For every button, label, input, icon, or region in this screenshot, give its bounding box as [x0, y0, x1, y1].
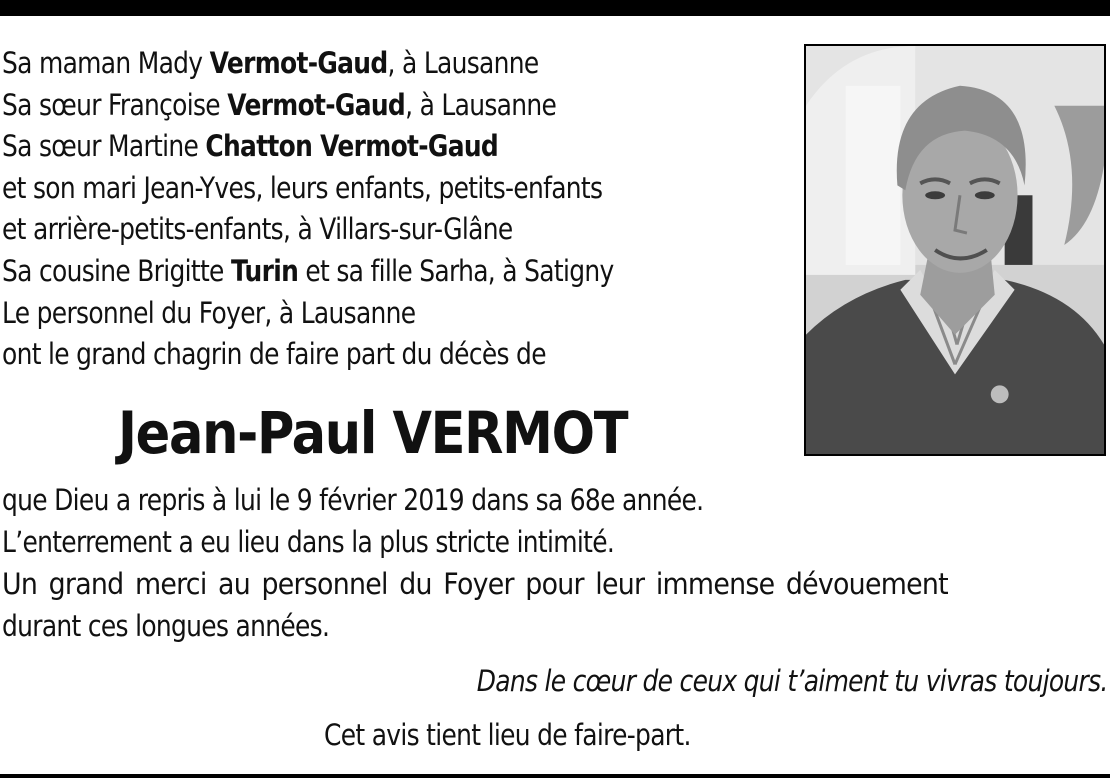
family-list	[2, 43, 792, 376]
family-line-staff: Le personnel du Foyer, à Lausanne	[2, 295, 416, 330]
photo-left-eye	[925, 191, 945, 199]
message-line-date: que Dieu a repris à lui le 9 février 2019 dans sa 68e année.	[2, 483, 704, 517]
notice-text: Cet avis tient lieu de faire-part.	[324, 718, 691, 752]
deceased-name: Jean-Paul VERMOT	[118, 399, 628, 467]
message-line-burial: L’enterrement a eu lieu dans la plus stricte intimité.	[2, 525, 615, 559]
surname: Turin	[230, 253, 299, 288]
photo-right-eye	[975, 191, 995, 199]
top-rule	[0, 0, 1110, 16]
family-line-great-grandchildren: et arrière-petits-enfants, à Villars-sur-Glâne	[2, 212, 513, 247]
family-line-cousin: Sa cousine Brigitte Turin et sa fille Sarha, à Satigny	[2, 253, 614, 288]
family-line-announcement: ont le grand chagrin de faire part du décès de	[2, 337, 546, 372]
surname: Vermot-Gaud	[227, 87, 406, 122]
bottom-rule	[0, 774, 1110, 778]
message-line-years: durant ces longues années.	[2, 609, 330, 643]
family-line-sister-martine: Sa sœur Martine Chatton Vermot-Gaud	[2, 129, 499, 164]
photo-pendant	[991, 385, 1009, 403]
surname: Vermot-Gaud	[209, 46, 388, 80]
message-line-thanks: Un grand merci au personnel du Foyer pour leur immense dévouement	[2, 567, 948, 601]
photo-window	[846, 86, 901, 265]
family-line-husband-children: et son mari Jean-Yves, leurs enfants, petits-enfants	[2, 170, 603, 205]
family-line-sister-francoise: Sa sœur Françoise Vermot-Gaud, à Lausanne	[2, 87, 557, 122]
portrait-photo	[804, 44, 1106, 456]
portrait-illustration	[806, 46, 1104, 454]
epitaph: Dans le cœur de ceux qui t’aiment tu vivras toujours.	[477, 664, 1108, 698]
family-line-mother: Sa maman Mady Vermot-Gaud, à Lausanne	[2, 46, 539, 80]
surname: Chatton Vermot-Gaud	[205, 129, 499, 164]
message-block	[2, 479, 1110, 647]
